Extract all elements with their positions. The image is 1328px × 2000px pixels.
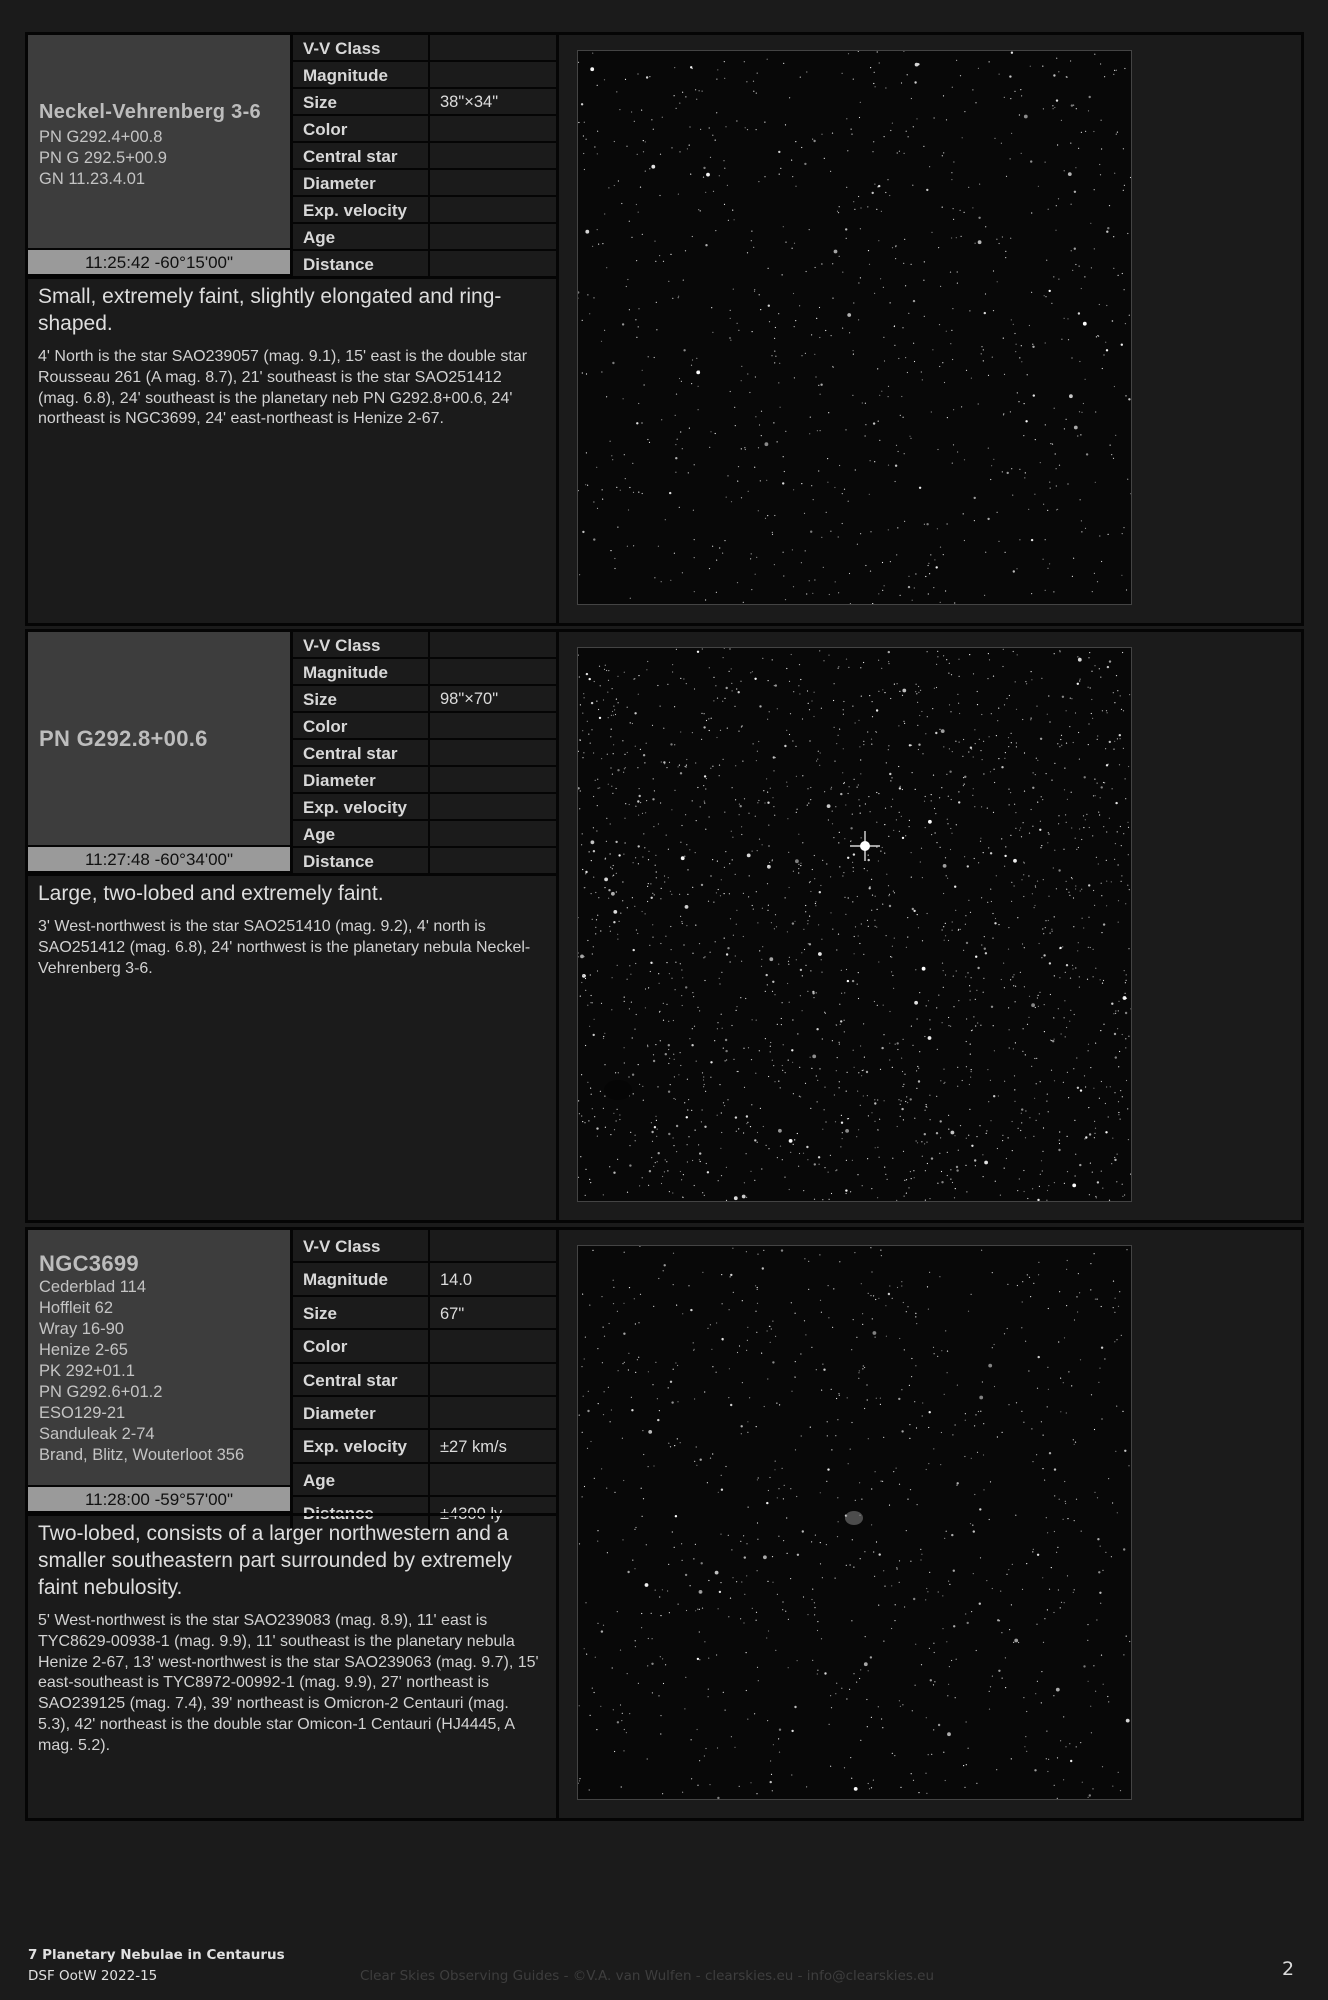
object-name-box [28,35,290,248]
properties-table [290,35,556,278]
prop-label: Diameter [293,767,430,792]
bright-star-marker [850,831,880,861]
star-field-image [577,1245,1132,1800]
prop-value [430,116,556,141]
prop-row-magnitude [293,659,556,686]
prop-value [430,170,556,195]
prop-label: Distance [293,848,430,875]
prop-label: Central star [293,143,430,168]
prop-label: Central star [293,1364,430,1395]
prop-label: Size [293,89,430,114]
properties-table [290,632,556,875]
prop-row-distance [293,848,556,875]
footer-title: 7 Planetary Nebulae in Centaurus [28,1947,285,1963]
footer-credit: Clear Skies Observing Guides - ©V.A. van Wulfen - clearskies.eu - info@clearskies.eu [360,1968,935,1984]
prop-label: Magnitude [293,1263,430,1294]
prop-value [430,632,556,657]
prop-value: 38"×34" [440,93,499,111]
prop-value [430,821,556,846]
prop-label: Diameter [293,170,430,195]
prop-row-size [293,1297,556,1330]
object-info-panel [28,632,559,1220]
object-title: NGC3699 [39,1251,139,1276]
prop-value [430,1364,556,1395]
prop-row-color [293,116,556,143]
prop-row-exp-velocity [293,794,556,821]
prop-label: Central star [293,740,430,765]
prop-value [430,659,556,684]
prop-row-age [293,224,556,251]
object-alias: PK 292+01.1 [39,1362,135,1380]
prop-value [430,251,556,278]
prop-label: Color [293,1330,430,1361]
object-card-neckel-vehrenberg-3-6 [25,32,1304,626]
object-title: PN G292.8+00.6 [39,726,208,751]
prop-value [430,848,556,875]
prop-value [430,62,556,87]
prop-value [430,794,556,819]
prop-label: Diameter [293,1397,430,1428]
star-field [578,51,1131,604]
object-details: 5' West-northwest is the star SAO239083 (mag. 8.9), 11' east is TYC8629-00938-1 (mag. 9.9), 11' southeast is the planetary nebula Henize 2-67, 13' west-northwest is the star SAO239063 (mag. 9.7), 15' east-southeast is TYC8972-00992-1 (mag. 9.9), 27' northeast is SAO239125 (mag. 7.4), 39' northeast is Omicron-2 Centauri (mag. 5.3), 42' northeast is the double star Omicon-1 Centauri (HJ4445, A mag. 5.2). [38,1612,539,1754]
object-info-panel [28,1230,559,1818]
prop-value: 14.0 [440,1271,473,1290]
object-alias: Henize 2-65 [39,1341,128,1359]
object-details: 4' North is the star SAO239057 (mag. 9.1), 15' east is the double star Rousseau 261 (A mag. 8.7), 21' southeast is the star SAO251412 (mag. 6.8), 24' southeast is the planetary neb PN G292.8+00.6, 24' northeast is NGC3699, 24' east-northeast is Henize 2-67. [38,348,528,428]
prop-row-size [293,89,556,116]
prop-label: Magnitude [293,62,430,87]
object-summary: Large, two-lobed and extremely faint. [38,882,384,905]
prop-row-vv-class [293,1230,556,1263]
object-alias: PN G292.4+00.8 [39,128,163,146]
prop-row-color [293,713,556,740]
prop-row-color [293,1330,556,1363]
prop-row-central-star [293,740,556,767]
object-name-box [28,1230,290,1485]
object-coordinates: 11:28:00 -59°57'00" [28,1485,290,1513]
prop-row-size [293,686,556,713]
prop-row-central-star [293,1364,556,1397]
prop-label: Color [293,116,430,141]
prop-label: Size [293,1297,430,1328]
prop-row-diameter [293,170,556,197]
star-field [578,1246,1131,1799]
prop-row-magnitude [293,62,556,89]
footer-subtitle: DSF OotW 2022-15 [28,1968,158,1984]
object-summary: Small, extremely faint, slightly elongated and ring-shaped. [38,285,502,335]
nebula-glow [845,1511,863,1525]
prop-value [430,1464,556,1495]
prop-label: Exp. velocity [293,197,430,222]
prop-label: Color [293,713,430,738]
page-number: 2 [1282,1958,1295,1980]
prop-row-vv-class [293,35,556,62]
object-coordinates: 11:27:48 -60°34'00" [28,845,290,873]
prop-row-central-star [293,143,556,170]
prop-value [430,197,556,222]
object-alias: Cederblad 114 [39,1278,147,1296]
object-alias: GN 11.23.4.01 [39,170,146,188]
prop-row-magnitude [293,1263,556,1296]
object-alias: PN G 292.5+00.9 [39,149,167,167]
object-details: 3' West-northwest is the star SAO251410 (mag. 9.2), 4' north is SAO251412 (mag. 6.8), 24' northwest is the planetary nebula Neckel-Vehrenberg 3-6. [38,918,531,977]
prop-label: Distance [293,1497,430,1530]
prop-row-distance [293,251,556,278]
prop-value: ±27 km/s [440,1438,507,1457]
object-alias: PN G292.6+01.2 [39,1383,163,1401]
prop-row-age [293,821,556,848]
object-alias: Sanduleak 2-74 [39,1425,155,1443]
object-description [28,1513,556,1757]
object-description [28,873,556,979]
prop-value [430,1397,556,1428]
prop-row-vv-class [293,632,556,659]
prop-value [430,740,556,765]
prop-label: V-V Class [293,35,430,60]
object-coordinates: 11:25:42 -60°15'00" [28,248,290,276]
prop-label: Age [293,821,430,846]
prop-row-exp-velocity [293,1430,556,1463]
properties-table [290,1230,556,1531]
object-card-ngc3699 [25,1227,1304,1821]
prop-label: Exp. velocity [293,1430,430,1461]
prop-label: Exp. velocity [293,794,430,819]
prop-value [430,713,556,738]
prop-value: 67" [440,1304,465,1323]
prop-label: V-V Class [293,632,430,657]
prop-label: Magnitude [293,659,430,684]
star-field-image [577,647,1132,1202]
prop-value [430,224,556,249]
object-alias: Wray 16-90 [39,1320,124,1338]
prop-value [430,35,556,60]
star-field-image [577,50,1132,605]
prop-label: V-V Class [293,1230,430,1261]
object-info-panel [28,35,559,623]
star-field [578,648,1131,1201]
prop-value [430,1330,556,1361]
prop-label: Age [293,224,430,249]
prop-value [430,143,556,168]
prop-row-diameter [293,767,556,794]
object-alias: ESO129-21 [39,1404,126,1422]
prop-row-age [293,1464,556,1497]
prop-value [430,767,556,792]
prop-value: ±4300 ly [440,1505,503,1524]
prop-label: Age [293,1464,430,1495]
prop-label: Distance [293,251,430,278]
object-alias: Brand, Blitz, Wouterloot 356 [39,1446,245,1464]
object-alias: Hoffleit 62 [39,1299,113,1317]
object-summary: Two-lobed, consists of a larger northwestern and a smaller southeastern part surrounded by extremely faint nebulosity. [38,1522,512,1599]
prop-row-exp-velocity [293,197,556,224]
prop-label: Size [293,686,430,711]
prop-row-diameter [293,1397,556,1430]
prop-value [430,1230,556,1261]
object-description [28,276,556,430]
object-name-box [28,632,290,845]
dark-nebula-patch [604,1080,632,1100]
prop-value: 98"×70" [440,690,499,708]
object-card-pn-g292-8 [25,629,1304,1223]
object-title: Neckel-Vehrenberg 3-6 [39,101,261,123]
